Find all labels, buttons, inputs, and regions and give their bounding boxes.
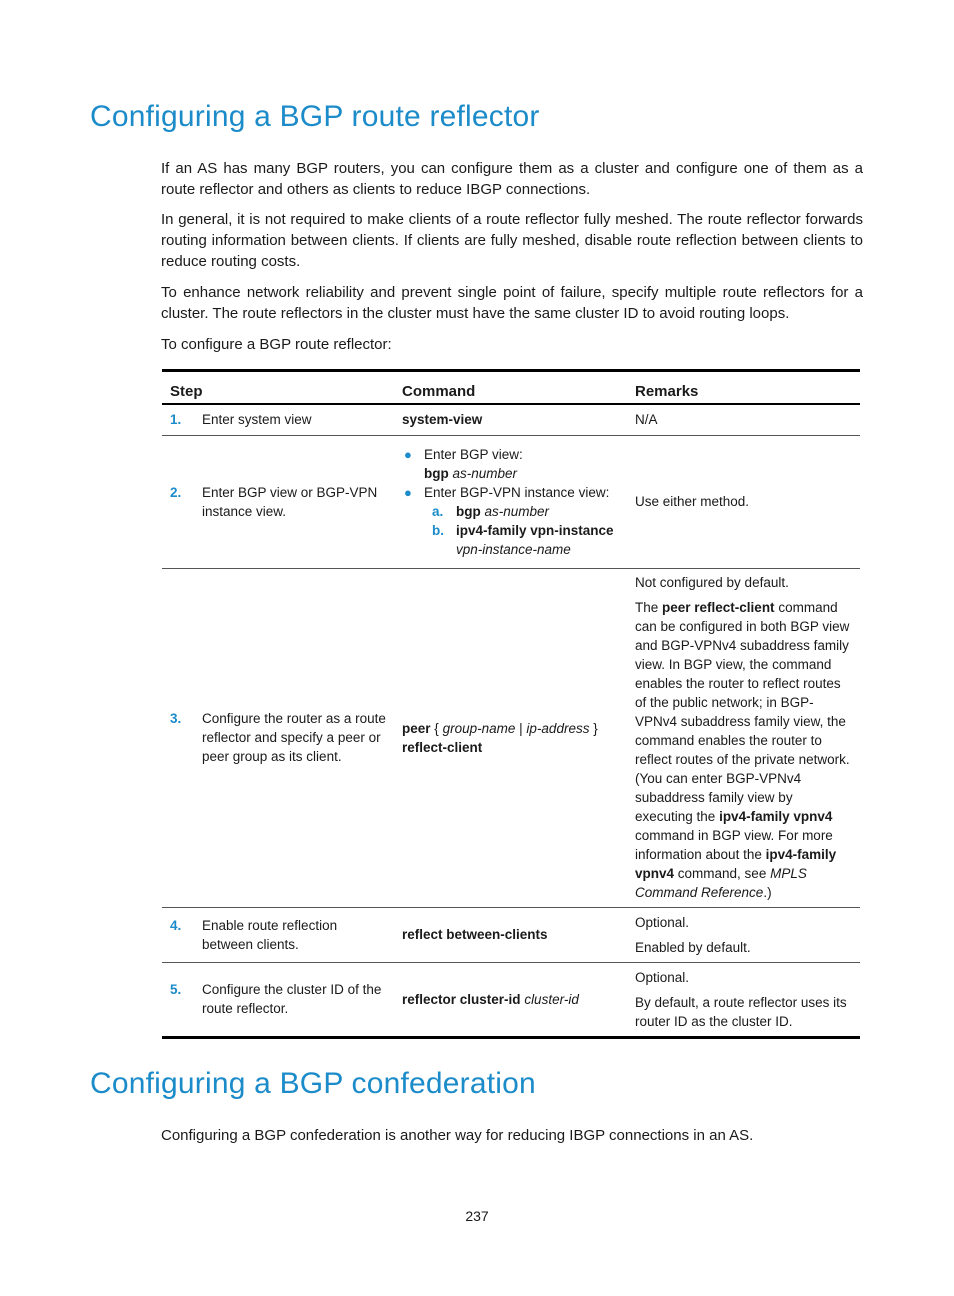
step-text: Configure the cluster ID of the route reflector.	[202, 982, 382, 1016]
remarks-text: N/A	[635, 412, 658, 428]
sub-label: a.	[432, 503, 444, 519]
header-command: Command	[394, 371, 627, 405]
step-cell	[162, 962, 394, 1037]
page-number: 237	[465, 1208, 489, 1224]
sub-item	[424, 502, 619, 521]
command-argument: as-number	[452, 465, 518, 481]
step-cell	[162, 435, 394, 568]
command-cell	[394, 907, 627, 962]
step-text: Enable route reflection between clients.	[202, 917, 338, 952]
remarks-text: Not configured by default.	[635, 575, 789, 590]
command-cell	[394, 435, 627, 568]
command-text: reflect between-clients	[402, 927, 548, 942]
section-title-confederation: Configuring a BGP confederation	[90, 1067, 536, 1100]
list-item	[402, 483, 619, 559]
remarks-cell	[627, 568, 860, 907]
step-number: 4.	[170, 917, 182, 933]
command-cell	[394, 962, 627, 1037]
paragraph-lead-in: To configure a BGP route reflector:	[161, 336, 392, 353]
command-cell	[394, 568, 627, 907]
command-argument: group-name	[442, 720, 516, 736]
step-number: 5.	[170, 982, 182, 997]
remarks-text: Optional.	[635, 969, 690, 985]
command-keyword: reflector cluster-id	[402, 991, 521, 1007]
step-cell	[162, 404, 394, 435]
paragraph-meshed: In general, it is not required to make clients of a route reflector fully meshed. The route reflector forwards routing information between clients. If clients are fully meshed, disable route reflection between clients to reduce routing costs.	[161, 211, 863, 270]
command-argument: as-number	[484, 503, 550, 519]
step-text: Configure the router as a route reflector and specify a peer or peer group as its client.	[202, 711, 386, 764]
remarks-text: Optional.	[635, 914, 690, 930]
command-text: system-view	[402, 412, 483, 428]
command-argument: cluster-id	[524, 991, 579, 1007]
step-number: 3.	[170, 711, 182, 726]
command-brace: }	[593, 720, 598, 736]
step-cell	[162, 907, 394, 962]
section-title-route-reflector: Configuring a BGP route reflector	[90, 100, 540, 133]
table-header-row	[162, 371, 860, 405]
bullet-text: Enter BGP-VPN instance view:	[424, 484, 610, 500]
command-keyword: bgp	[424, 465, 449, 481]
command-argument: vpn-instance-name	[456, 541, 571, 557]
command-keyword: reflect-client	[402, 739, 483, 755]
table-row	[162, 962, 860, 1037]
table-row	[162, 568, 860, 907]
remarks-cell	[627, 907, 860, 962]
step-text: Enter BGP view or BGP-VPN instance view.	[202, 484, 378, 519]
remarks-cell	[627, 435, 860, 568]
remarks-cell	[627, 962, 860, 1037]
bullet-text: Enter BGP view:	[424, 446, 523, 462]
remarks-text: Enabled by default.	[635, 939, 751, 955]
step-number: 1.	[170, 412, 182, 428]
table-row	[162, 404, 860, 435]
command-cell	[394, 404, 627, 435]
command-keyword: ipv4-family vpn-instance	[456, 522, 614, 538]
remarks-cell	[627, 404, 860, 435]
header-step: Step	[162, 371, 394, 405]
header-remarks: Remarks	[627, 371, 860, 405]
step-text: Enter system view	[202, 412, 312, 428]
command-argument: ip-address	[526, 720, 590, 736]
bullet-icon: ●	[404, 446, 412, 462]
paragraph-confederation: Configuring a BGP confederation is another way for reducing IBGP connections in an AS.	[161, 1127, 754, 1144]
command-keyword: peer	[402, 720, 431, 736]
remarks-text: Use either method.	[635, 494, 750, 509]
step-number: 2.	[170, 484, 182, 500]
command-brace: {	[434, 720, 439, 736]
sub-item	[424, 521, 619, 559]
config-steps-table	[162, 369, 860, 1039]
paragraph-intro: If an AS has many BGP routers, you can configure them as a cluster and configure one of them as a route reflector and others as clients to reduce IBGP connections.	[161, 160, 863, 198]
paragraph-reliability: To enhance network reliability and prevent single point of failure, specify multiple route reflectors for a cluster. The route reflectors in the cluster must have the same cluster ID to avoid routing loops.	[161, 284, 863, 322]
table-row	[162, 907, 860, 962]
remarks-text: The peer reflect-client command can be configured in both BGP view and BGP-VPNv4 subaddress family view. In BGP view, the command enables the router to reflect routes of the public network; in BGP-VPNv4 subaddress family view, the command enables the router to reflect routes of the private network. (You can enter BGP-VPNv4 subaddress family view by executing the ipv4-family vpnv4 command in BGP view. For more information about the ipv4-family vpnv4 command, see MPLS Command Reference.)	[635, 600, 850, 900]
table-row	[162, 435, 860, 568]
command-separator: |	[519, 720, 523, 736]
command-options-list	[402, 445, 619, 559]
sub-label: b.	[432, 522, 444, 538]
remarks-text: By default, a route reflector uses its router ID as the cluster ID.	[635, 994, 847, 1029]
list-item	[402, 445, 619, 483]
command-keyword: bgp	[456, 503, 481, 519]
bullet-icon: ●	[404, 484, 412, 500]
step-cell	[162, 568, 394, 907]
